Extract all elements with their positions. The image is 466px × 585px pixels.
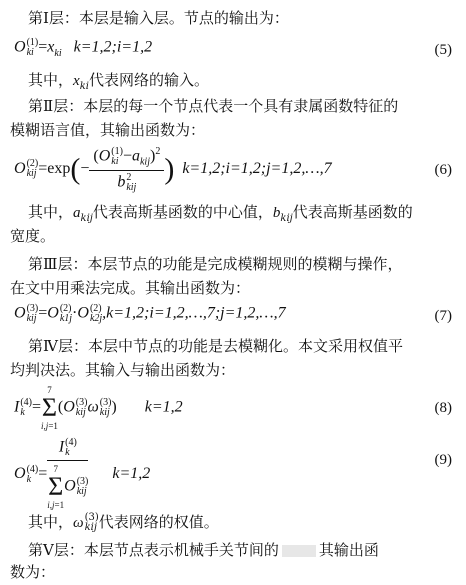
- equation-9-fraction: I (4) k 7 Σ i,j=1 O (3) kij: [47, 437, 89, 510]
- equation-9-number: (9): [434, 452, 452, 468]
- equation-6-range: k=1,2;i=1,2;j=1,2,…,7: [182, 159, 332, 177]
- equation-6-number: (6): [434, 162, 452, 178]
- layer5-paragraph-line1: 第Ⅴ层：本层节点表示机械手关节间的 其输出函: [28, 541, 379, 559]
- equation-8: I (4) k = 7 Σ i,j=1 (O (3) kij ω (3) kij ) k=1,2: [14, 385, 183, 431]
- layer1-paragraph: 第Ⅰ层：本层是输入层。节点的输出为：: [28, 9, 289, 27]
- equation-7-number: (7): [434, 308, 452, 324]
- layer5-paragraph-line2: 数为：: [10, 563, 56, 581]
- equation-7-range: ,k=1,2;i=1,2,…,7;j=1,2,…,7: [102, 304, 286, 322]
- equation-5-range: k=1,2;i=1,2: [73, 38, 153, 56]
- layer3-paragraph-line2: 在文中用乘法完成。其输出函数为：: [10, 279, 251, 297]
- layer4-note: 其中，ω (3) kij 代表网络的权值。: [28, 512, 219, 533]
- occluded-text-blob: [282, 545, 316, 557]
- equation-5-number: (5): [434, 42, 452, 58]
- equation-9: O (4) k = I (4) k 7 Σ i,j=1 O (3) kij k=1,2: [14, 437, 151, 510]
- equation-6: O (2) kij =exp(− (O (1) ki $-a_{kij})^2$ b 2 kij ) k=1,2;i=1,2;j=1,2,…,7: [14, 145, 332, 193]
- equation-7: O (3) kij =O (2) k1j ·O (2) k2j ,k=1,2;i=1,2,…,7;j=1,2,…,7: [14, 303, 286, 324]
- layer4-paragraph-line1: 第Ⅳ层：本层中节点的功能是去模糊化。本文采用权值平: [28, 337, 403, 355]
- layer2-note-line1: 其中，$a_{kij}$代表高斯基函数的中心值，$b_{kij}$代表高斯基函数的: [28, 203, 413, 224]
- layer4-paragraph-line2: 均判决法。其输入与输出函数为：: [10, 361, 236, 379]
- equation-8-range: k=1,2: [144, 398, 183, 416]
- layer2-paragraph-line1: 第Ⅱ层：本层的每一个节点代表一个具有隶属函数特征的: [28, 97, 399, 115]
- equation-6-fraction: (O (1) ki $-a_{kij})^2$ b 2 kij: [89, 146, 164, 193]
- layer2-note-line2: 宽度。: [10, 227, 56, 245]
- equation-9-range: k=1,2: [112, 465, 151, 483]
- layer3-paragraph-line1: 第Ⅲ层：本层节点的功能是完成模糊规则的模糊与操作，: [28, 255, 403, 273]
- equation-8-number: (8): [434, 400, 452, 416]
- equation-8-sum: 7 Σ i,j=1: [41, 385, 58, 431]
- layer1-note: 其中，$x_{ki}$代表网络的输入。: [28, 71, 209, 92]
- layer2-paragraph-line2: 模糊语言值，其输出函数为：: [10, 121, 206, 139]
- equation-5: O (1) ki $=x_{ki}$ k=1,2;i=1,2: [14, 37, 153, 59]
